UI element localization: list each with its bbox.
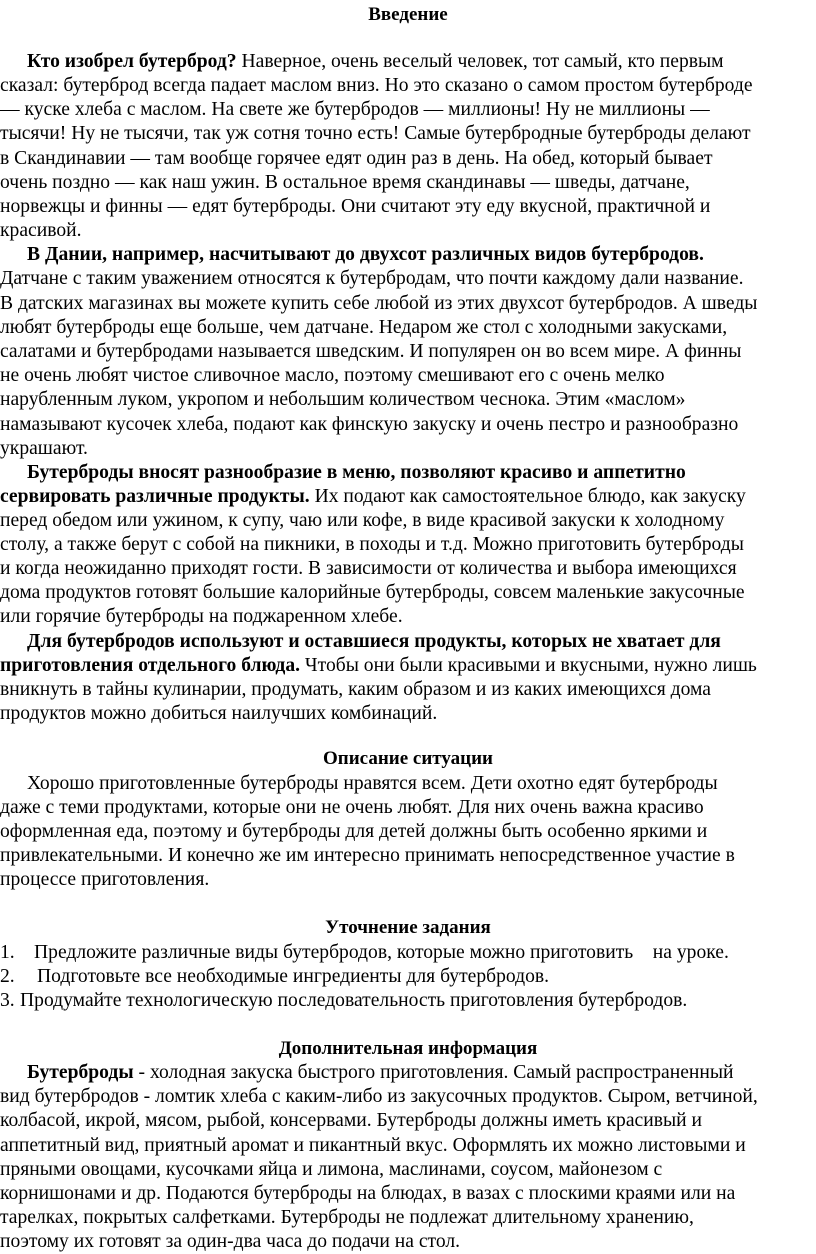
bold-lead: Бутерброды xyxy=(27,1062,134,1083)
paragraph-line: украшают. xyxy=(0,438,88,459)
list-text: Продумайте технологическую последовательность приготовления бутербродов. xyxy=(20,990,688,1011)
paragraph-line: дома продуктов готовят большие калорийные бутерброды, совсем маленькие закусочные xyxy=(0,582,745,603)
paragraph-line: тарелках, покрытых салфетками. Бутерброды не подлежат длительному хранению, xyxy=(0,1207,694,1228)
paragraph-line: поэтому их готовят за один-два часа до подачи на стол. xyxy=(0,1231,461,1252)
paragraph-line: вид бутербродов - ломтик хлеба с каким-либо из закусочных продуктов. Сыром, ветчиной, xyxy=(0,1086,758,1107)
paragraph-line: вникнуть в тайны кулинарии, продумать, каким образом и из каких имеющихся дома xyxy=(0,679,712,700)
bold-lead: Кто изобрел бутерброд? xyxy=(27,51,237,72)
paragraph-line: перед обедом или ужином, к супу, чаю или кофе, в виде красивой закуски к холодному xyxy=(0,510,725,531)
paragraph-line xyxy=(27,629,721,654)
paragraph-line: привлекательными. И конечно же им интересно принимать непосредственное участие в xyxy=(0,845,735,866)
list-text: Предложите различные виды бутербродов, которые можно приготовить на уроке. xyxy=(34,942,729,963)
section-title-situation: Описание ситуации xyxy=(323,748,493,769)
paragraph-line: в Скандинавии — там вообще горячее едят один раз в день. На обед, который бывает xyxy=(0,148,713,169)
paragraph-line: очень поздно — как наш ужин. В остальное время скандинавы — шведы, датчане, xyxy=(0,172,690,193)
paragraph-line: норвежцы и финны — едят бутерброды. Они считают эту еду вкусной, практичной и xyxy=(0,196,711,217)
paragraph-line: аппетитный вид, приятный аромат и пикантный вкус. Оформлять их можно листовыми и xyxy=(0,1135,746,1156)
paragraph-line: не очень любят чистое сливочное масло, поэтому смешивают его с очень мелко xyxy=(0,365,665,386)
paragraph-line: салатами и бутербродами называется шведским. И популярен он во всем мире. А финны xyxy=(0,341,742,362)
paragraph-line: оформленная еда, поэтому и бутерброды для детей должны быть особенно яркими и xyxy=(0,821,708,842)
paragraph-line: колбасой, икрой, мясом, рыбой, консервами. Бутерброды должны иметь красивый и xyxy=(0,1110,702,1131)
list-number: 3. xyxy=(0,990,15,1011)
paragraph-line: или горячие бутерброды на поджаренном хлебе. xyxy=(0,606,403,627)
paragraph-line: намазывают кусочек хлеба, подают как финскую закуску и очень пестро и разнообразно xyxy=(0,414,739,435)
paragraph-line: сказал: бутерброд всегда падает маслом вниз. Но это сказано о самом простом бутерброде xyxy=(0,75,753,96)
list-number: 1. xyxy=(0,942,15,963)
list-number: 2. xyxy=(0,966,15,987)
paragraph-line: столу, а также берут с собой на пикники, в походы и т.д. Можно приготовить бутерброды xyxy=(0,534,744,555)
paragraph-line: — куске хлеба с маслом. На свете же бутербродов — миллионы! Ну не миллионы — xyxy=(0,99,710,120)
list-text: Подготовьте все необходимые ингредиенты для бутербродов. xyxy=(37,966,550,987)
bold-lead: сервировать различные продукты. xyxy=(0,486,310,507)
section-title-intro: Введение xyxy=(368,4,448,25)
section-title-extra: Дополнительная информация xyxy=(278,1038,538,1059)
paragraph-line: любят бутерброды еще больше, чем датчане. Недаром же стол с холодными закусками, xyxy=(0,317,728,338)
bold-lead: Для бутербродов используют и оставшиеся продукты, которых не хватает для xyxy=(27,631,721,652)
bold-lead: В Дании, например, насчитывают до двухсот различных видов бутербродов. xyxy=(27,244,704,265)
paragraph-line xyxy=(27,242,704,267)
paragraph-line xyxy=(27,460,686,485)
list-item xyxy=(0,964,549,989)
paragraph-line: нарубленным луком, укропом и небольшим количеством чеснока. Этим «маслом» xyxy=(0,389,686,410)
paragraph-line: пряными овощами, кусочками яйца и лимона, маслинами, соусом, майонезом с xyxy=(0,1159,663,1180)
paragraph-line: даже с теми продуктами, которые они не очень любят. Для них очень важна красиво xyxy=(0,797,704,818)
bold-lead: Бутерброды вносят разнообразие в меню, позволяют красиво и аппетитно xyxy=(27,462,686,483)
paragraph-line: В датских магазинах вы можете купить себе любой из этих двухсот бутербродов. А шведы xyxy=(0,293,758,314)
paragraph-line: Датчане с таким уважением относятся к бутербродам, что почти каждому дали название. xyxy=(0,268,744,289)
paragraph-line: Хорошо приготовленные бутерброды нравятся всем. Дети охотно едят бутерброды xyxy=(27,773,718,794)
paragraph-line: продуктов можно добиться наилучших комбинаций. xyxy=(0,703,438,724)
paragraph-line: Кто изобрел бутерброд? Наверное, очень веселый человек, тот самый, кто первым xyxy=(27,51,724,72)
paragraph-line: корнишонами и др. Подаются бутерброды на блюдах, в вазах с плоскими краями или на xyxy=(0,1183,736,1204)
list-item xyxy=(0,940,729,965)
paragraph-line: сервировать различные продукты. Их подают как самостоятельное блюдо, как закуску xyxy=(0,486,746,507)
paragraph-line: красивой. xyxy=(0,220,82,241)
section-title-task: Уточнение задания xyxy=(325,917,491,938)
list-item xyxy=(0,988,687,1013)
paragraph-line: приготовления отдельного блюда. Чтобы они были красивыми и вкусными, нужно лишь xyxy=(0,655,757,676)
paragraph-line: Бутерброды - холодная закуска быстрого приготовления. Самый распространенный xyxy=(27,1062,734,1083)
paragraph-line: тысячи! Ну не тысячи, так уж сотня точно есть! Самые бутербродные бутерброды делают xyxy=(0,123,751,144)
paragraph-line: процессе приготовления. xyxy=(0,869,210,890)
bold-lead: приготовления отдельного блюда. xyxy=(0,655,301,676)
paragraph-line: и когда неожиданно приходят гости. В зависимости от количества и выбора имеющихся xyxy=(0,558,737,579)
